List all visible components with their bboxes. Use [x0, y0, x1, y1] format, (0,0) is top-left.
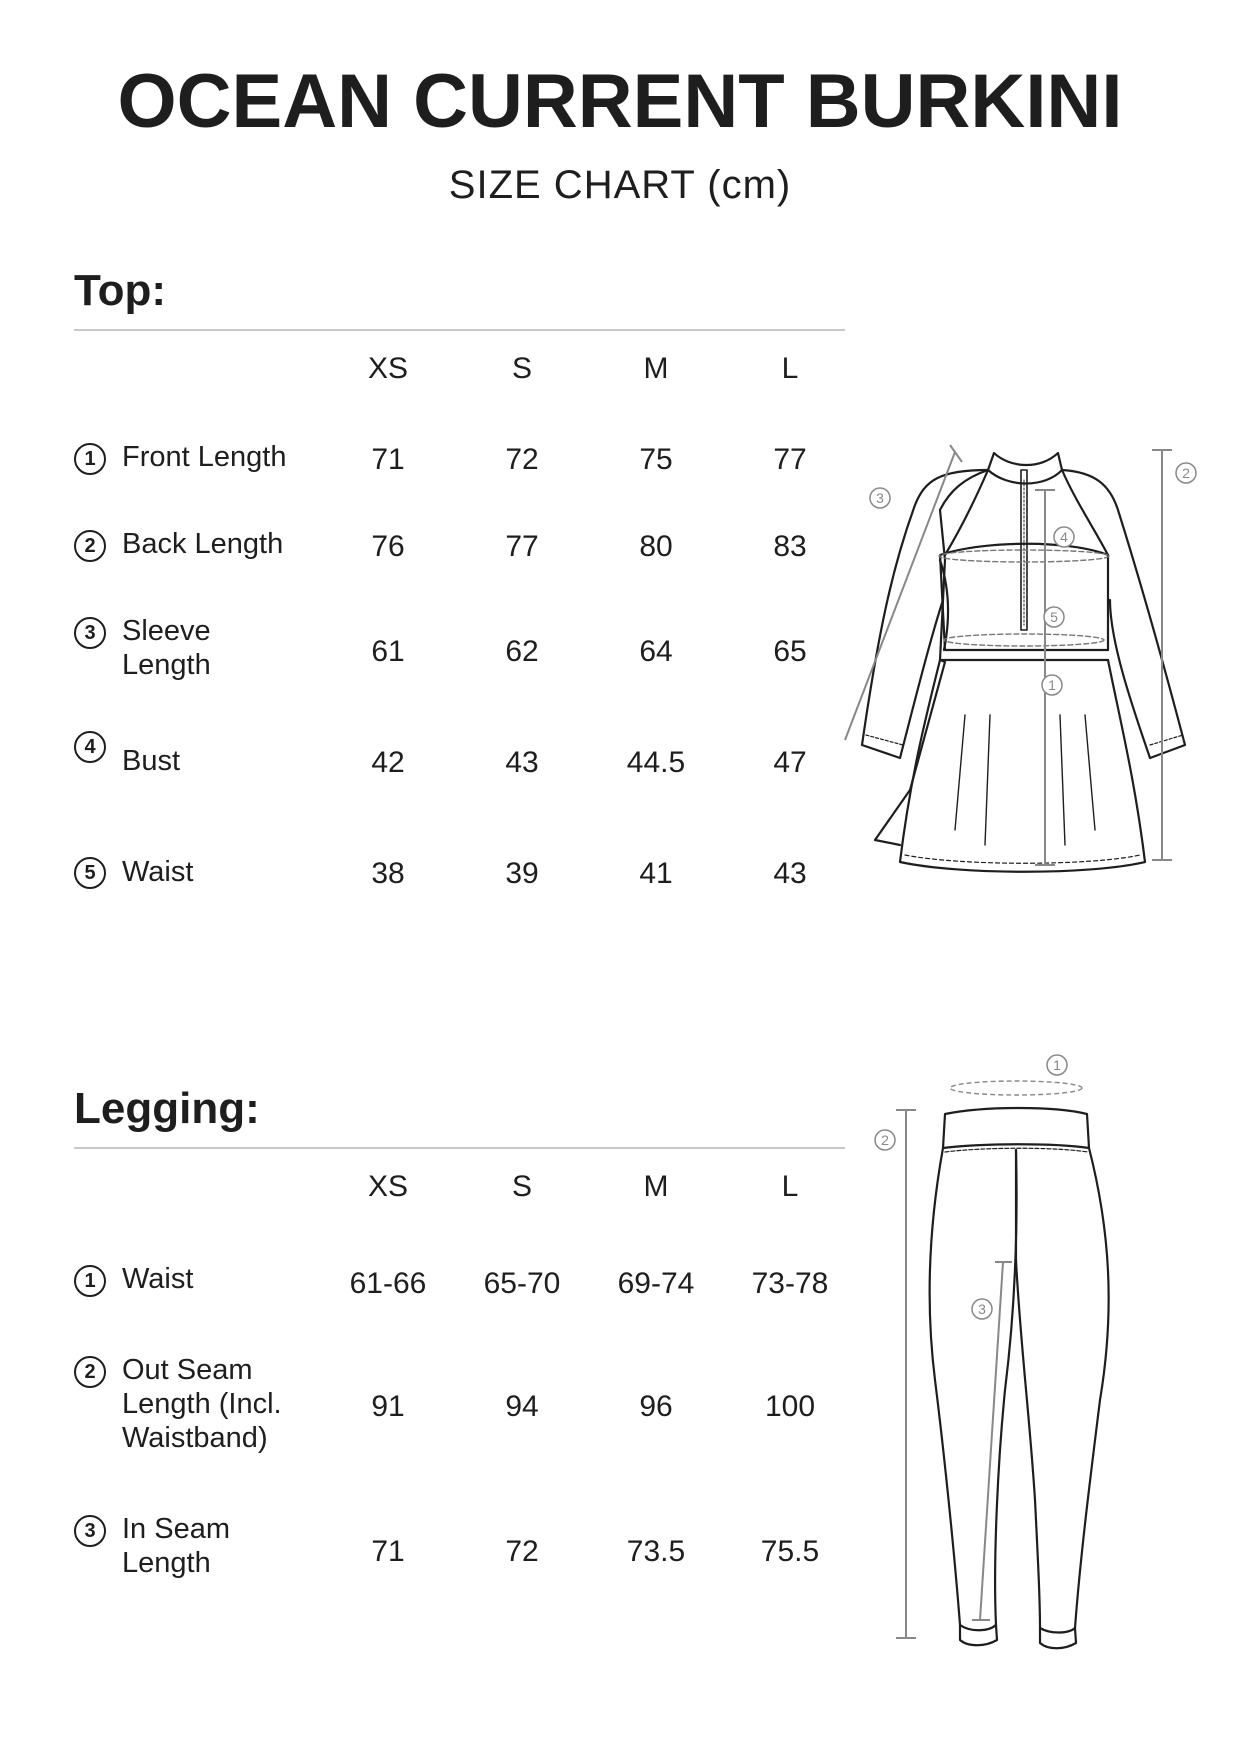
row-label: Waist [122, 1263, 194, 1295]
row-label: Sleeve Length [122, 615, 211, 681]
row-label: In Seam Length [122, 1513, 230, 1579]
value-l: 43 [773, 857, 807, 890]
value-m: 73.5 [626, 1535, 686, 1568]
svg-text:2: 2 [1182, 465, 1190, 481]
value-m: 64 [639, 635, 673, 668]
value-xs: 76 [371, 530, 405, 563]
value-l: 83 [773, 530, 807, 563]
svg-text:3: 3 [876, 490, 884, 506]
value-s: 72 [505, 1535, 539, 1568]
value-l: 73-78 [751, 1267, 829, 1300]
value-xs: 91 [371, 1390, 405, 1423]
row-label: Bust [122, 745, 181, 777]
size-header-xs: XS [367, 1170, 409, 1203]
row-number-badge: 5 [74, 857, 106, 889]
page-subtitle: SIZE CHART (cm) [448, 163, 792, 207]
value-s: 94 [505, 1390, 539, 1423]
value-s: 72 [505, 443, 539, 476]
size-header-l: L [781, 352, 799, 385]
value-xs: 61-66 [349, 1267, 427, 1300]
marker-1 [1042, 675, 1062, 695]
value-s: 39 [505, 857, 539, 890]
page-title: OCEAN CURRENT BURKINI [117, 59, 1123, 144]
row-number-badge: 2 [74, 1356, 106, 1388]
row-number-badge: 4 [74, 731, 106, 763]
size-header-s: S [511, 1170, 532, 1203]
row-number-badge: 2 [74, 530, 106, 562]
marker-2 [875, 1130, 895, 1150]
value-l: 65 [773, 635, 807, 668]
size-header-m: M [643, 352, 669, 385]
size-header-xs: XS [367, 352, 409, 385]
svg-text:5: 5 [1050, 609, 1058, 625]
value-xs: 71 [371, 1535, 405, 1568]
svg-text:3: 3 [978, 1301, 986, 1317]
row-label: Waist [122, 856, 194, 888]
marker-3 [870, 488, 890, 508]
value-xs: 38 [371, 857, 405, 890]
top-garment-illustration [862, 453, 1185, 872]
value-m: 75 [639, 443, 673, 476]
value-m: 41 [639, 857, 673, 890]
size-header-l: L [781, 1170, 799, 1203]
value-l: 47 [773, 746, 807, 779]
svg-text:4: 4 [1060, 529, 1068, 545]
row-number-badge: 3 [74, 1515, 106, 1547]
value-s: 65-70 [483, 1267, 561, 1300]
marker-2 [1176, 463, 1196, 483]
legging-measurement-lines [896, 1081, 1082, 1638]
value-s: 43 [505, 746, 539, 779]
value-xs: 42 [371, 746, 405, 779]
value-m: 80 [639, 530, 673, 563]
row-label: Out Seam Length (Incl. Waistband) [122, 1354, 282, 1454]
size-header-m: M [643, 1170, 669, 1203]
value-xs: 71 [371, 443, 405, 476]
top-section-title: Top: [74, 266, 167, 315]
value-s: 62 [505, 635, 539, 668]
value-m: 44.5 [626, 746, 686, 779]
top-measurement-lines [845, 445, 1172, 865]
svg-text:1: 1 [1048, 677, 1056, 693]
marker-5 [1044, 607, 1064, 627]
svg-text:1: 1 [1053, 1057, 1061, 1073]
value-m: 96 [639, 1390, 673, 1423]
value-xs: 61 [371, 635, 405, 668]
row-number-badge: 3 [74, 617, 106, 649]
legging-section-title: Legging: [74, 1084, 260, 1133]
marker-1 [1047, 1055, 1067, 1075]
row-label: Back Length [122, 528, 284, 560]
svg-text:2: 2 [881, 1132, 889, 1148]
value-l: 77 [773, 443, 807, 476]
row-number-badge: 1 [74, 443, 106, 475]
row-number-badge: 1 [74, 1265, 106, 1297]
value-l: 100 [764, 1390, 816, 1423]
legging-garment-illustration [930, 1108, 1109, 1648]
value-s: 77 [505, 530, 539, 563]
marker-4 [1054, 527, 1074, 547]
row-label: Front Length [122, 441, 287, 473]
marker-3 [972, 1299, 992, 1319]
value-m: 69-74 [617, 1267, 695, 1300]
size-header-s: S [511, 352, 532, 385]
value-l: 75.5 [760, 1535, 820, 1568]
